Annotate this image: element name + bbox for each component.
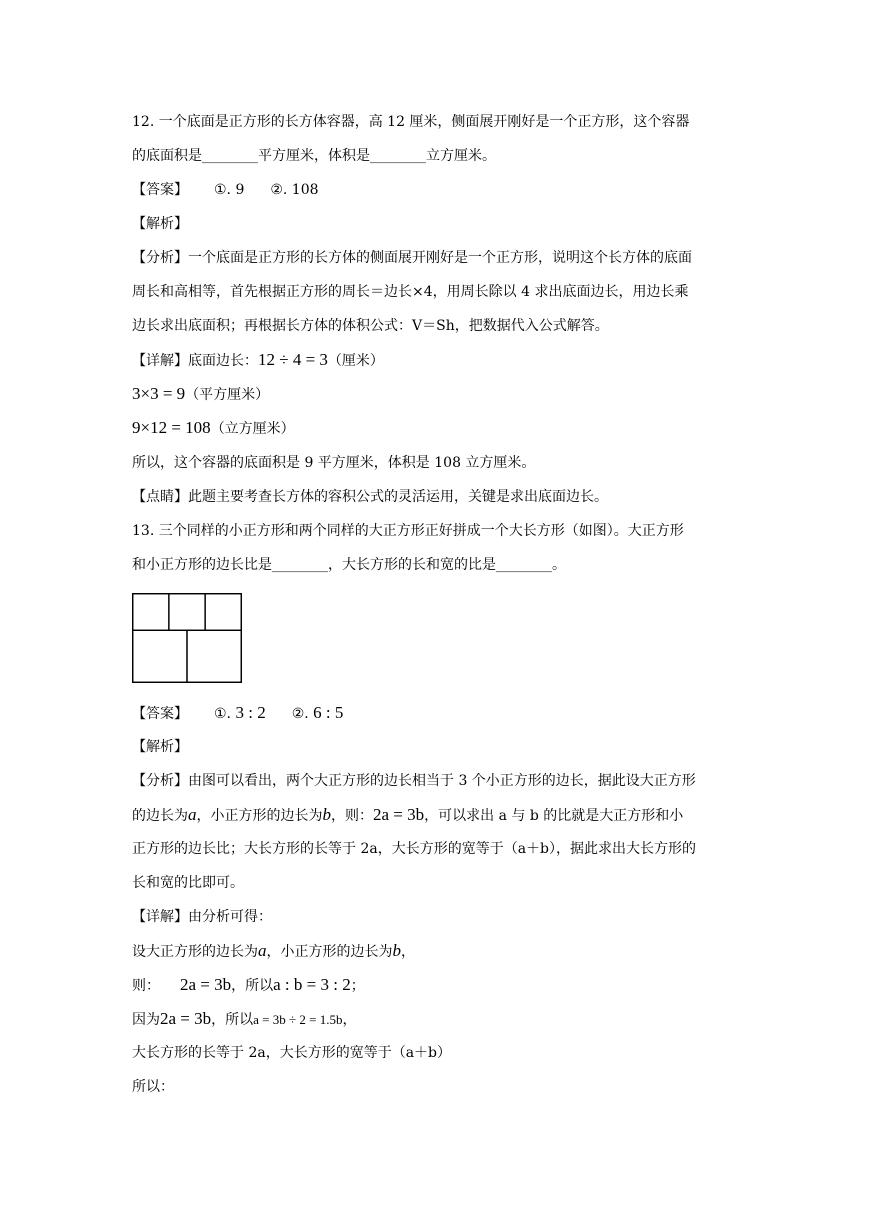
answer-label: 【答案】 xyxy=(132,706,188,722)
q13-because-line xyxy=(132,1009,752,1030)
q13-set-line xyxy=(132,941,752,962)
q13-because-eq: 2a = 3b xyxy=(160,1009,212,1028)
q13-set-text-b: ，小正方形的边长为 xyxy=(266,944,393,960)
q13-fenxi-line4: 长和宽的比即可。 xyxy=(132,875,244,891)
q12-xiangjie xyxy=(132,350,752,371)
q13-stem-line1: 13. 三个同样的小正方形和两个同样的大正方形正好拼成一个大长方形（如图）。大正方形 xyxy=(132,523,684,539)
rectangle-figure xyxy=(132,593,242,683)
q13-eq-2a3b: 2a = 3b xyxy=(373,805,425,824)
q13-stem-text-a: 和小正方形的边长比是 xyxy=(132,557,272,573)
q13-stem-text-c: 。 xyxy=(552,557,566,573)
q13-because-mid: ，所以 xyxy=(211,1012,254,1028)
q12-analysis-label: 【解析】 xyxy=(132,216,188,232)
q13-then-mid: ，所以 xyxy=(231,978,274,994)
q12-eq1-unit: （厘米） xyxy=(327,353,384,369)
q12-fenxi-line2: 周长和高相等，首先根据正方形的周长＝边长×4，用周长除以 4 求出底面边长，用边长乘 xyxy=(132,284,689,300)
q12-eq1: 12 ÷ 4 = 3 xyxy=(258,350,328,369)
q12-stem-line2 xyxy=(132,146,752,166)
q13-fenxi-line2 xyxy=(132,805,752,826)
q12-fenxi-line1: 【分析】一个底面是正方形的长方体的侧面展开刚好是一个正方形，说明这个长方体的底面 xyxy=(132,250,692,266)
small-square-3 xyxy=(205,594,241,631)
q13-answer-2-marker: ②. xyxy=(291,706,309,722)
q13-then-line xyxy=(132,975,752,996)
q13-analysis-label: 【解析】 xyxy=(132,739,188,755)
q13-because-text: 因为 xyxy=(132,1012,160,1028)
q12-xiangjie-label: 【详解】底面边长： xyxy=(132,353,258,369)
q13-then-ratio: a : b = 3 : 2 xyxy=(273,975,351,994)
q13-fenxi-text-d: ，可以求出 a 与 b 的比就是大正方形和小 xyxy=(424,808,684,824)
q12-fenxi-line3: 边长求出底面积；再根据长方体的体积公式：V＝Sh，把数据代入公式解答。 xyxy=(132,318,609,334)
var-a: a xyxy=(258,941,267,960)
q13-because-end: ， xyxy=(342,1012,357,1028)
q12-eq3-line xyxy=(132,418,752,439)
q13-stem-line2 xyxy=(132,555,752,575)
answer-label: 【答案】 xyxy=(132,182,188,198)
q13-stem-text-b: ，大长方形的长和宽的比是 xyxy=(328,557,496,573)
q12-answer-2: ②. 108 xyxy=(270,182,319,198)
q12-eq2-line xyxy=(132,384,752,405)
q13-fenxi-line3: 正方形的边长比；大长方形的长等于 2a，大长方形的宽等于（a＋b），据此求出大长方形的 xyxy=(132,841,697,857)
q12-eq2-unit: （平方厘米） xyxy=(185,387,270,403)
q13-so: 所以： xyxy=(132,1079,174,1095)
q13-because-result: a = 3b ÷ 2 = 1.5b xyxy=(253,1012,343,1027)
q12-eq3-unit: （立方厘米） xyxy=(210,421,295,437)
q12-dianjing: 【点睛】此题主要考查长方体的容积公式的灵活运用，关键是求出底面边长。 xyxy=(132,489,608,505)
var-a: a xyxy=(188,805,197,824)
q13-answer-2: 6 : 5 xyxy=(313,703,344,722)
q13-set-text-a: 设大正方形的边长为 xyxy=(132,944,258,960)
q12-conclusion: 所以，这个容器的底面积是 9 平方厘米，体积是 108 立方厘米。 xyxy=(132,455,536,471)
q12-stem-line1: 12. 一个底面是正方形的长方体容器，高 12 厘米，侧面展开刚好是一个正方形，这个容器 xyxy=(132,114,690,130)
q13-then-end: ； xyxy=(350,978,365,994)
q12-stem-text-b: 平方厘米，体积是 xyxy=(258,148,370,164)
q13-xiangjie-label: 【详解】由分析可得： xyxy=(132,909,272,925)
q13-blank-1: ________ xyxy=(272,557,328,573)
q13-set-end: ， xyxy=(401,944,415,960)
small-square-2 xyxy=(169,594,205,631)
var-b: b xyxy=(392,941,401,960)
q13-then-eq: 2a = 3b xyxy=(180,975,232,994)
q13-blank-2: ________ xyxy=(496,557,552,573)
q13-fenxi-text-a: 的边长为 xyxy=(132,808,188,824)
q12-stem-text-a: 的底面积是 xyxy=(132,148,202,164)
q13-fenxi-text-c: ，则： xyxy=(331,808,373,824)
q12-answer-1: ①. 9 xyxy=(214,182,245,198)
q13-fenxi-line1: 【分析】由图可以看出，两个大正方形的边长相当于 3 个小正方形的边长，据此设大正方形 xyxy=(132,773,696,789)
q12-stem-text-c: 立方厘米。 xyxy=(426,148,496,164)
q13-answer-1: 3 : 2 xyxy=(235,703,266,722)
q13-answer xyxy=(132,703,752,724)
q12-blank-1: ________ xyxy=(202,148,258,164)
q13-fenxi-text-b: ，小正方形的边长为 xyxy=(196,808,323,824)
q13-then-text: 则： xyxy=(132,978,160,994)
q13-long-wide: 大长方形的长等于 2a，大长方形的宽等于（a＋b） xyxy=(132,1045,452,1061)
large-square-1 xyxy=(133,630,187,682)
var-b: b xyxy=(322,805,331,824)
q13-answer-1-marker: ①. xyxy=(214,706,232,722)
large-square-2 xyxy=(187,630,241,682)
q12-eq2: 3×3 = 9 xyxy=(132,384,186,403)
q12-blank-2: ________ xyxy=(370,148,426,164)
small-square-1 xyxy=(133,594,169,631)
q12-answer xyxy=(132,180,752,200)
q12-eq3: 9×12 = 108 xyxy=(132,418,211,437)
